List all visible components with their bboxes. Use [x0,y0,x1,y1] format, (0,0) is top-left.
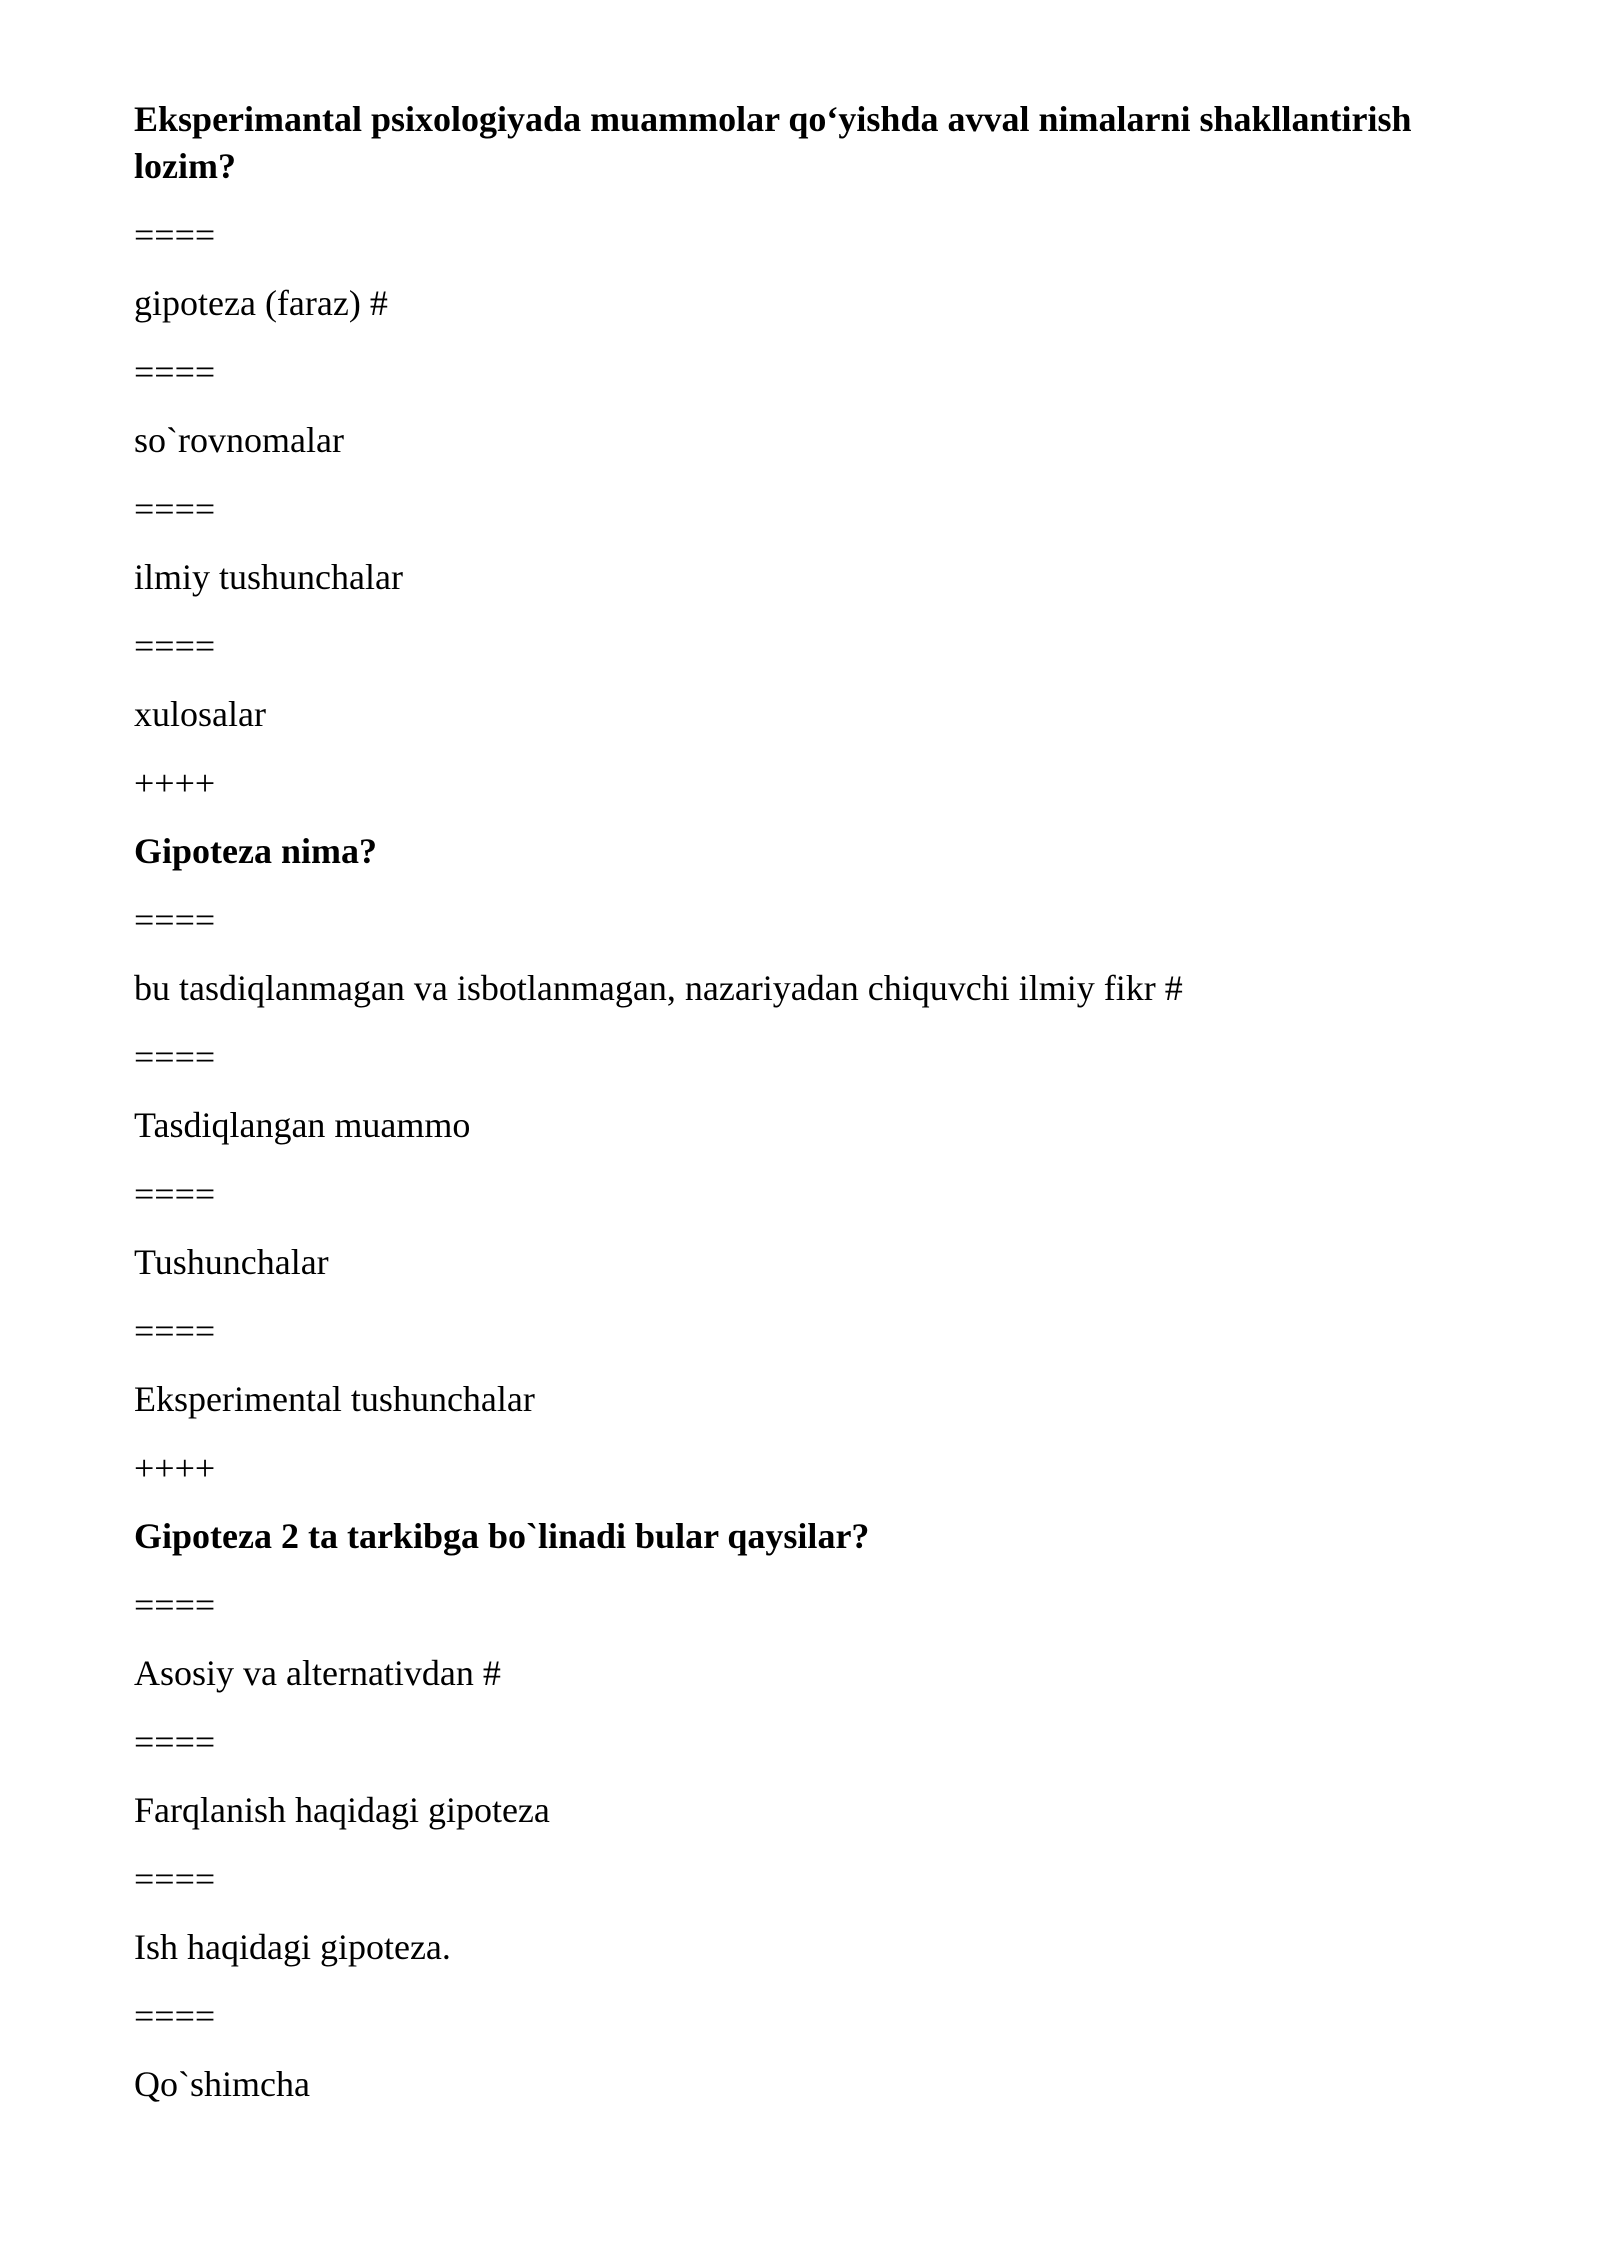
separator: ==== [134,899,216,940]
answer-2-d: Eksperimental tushunchalar [134,1379,535,1419]
separator: ==== [134,488,216,529]
separator: ==== [134,1721,216,1762]
question-1: Eksperimantal psixologiyada muammolar qo‘yishda avval nimalarni shakllantirish lozim? [134,99,1412,186]
answer-3-a: Asosiy va alternativdan # [134,1653,501,1693]
separator: ==== [134,1173,216,1214]
answer-1-c: ilmiy tushunchalar [134,557,403,597]
separator: ==== [134,1995,216,2036]
answer-1-d: xulosalar [134,694,266,734]
separator: ==== [134,1584,216,1625]
document-page [134,96,1494,2108]
question-2: Gipoteza nima? [134,831,377,871]
answer-2-b: Tasdiqlangan muammo [134,1105,471,1145]
separator: ==== [134,625,216,666]
answer-3-d: Qo`shimcha [134,2064,310,2104]
answer-1-b: so`rovnomalar [134,420,344,460]
separator: ==== [134,1036,216,1077]
answer-2-a: bu tasdiqlanmagan va isbotlanmagan, nazariyadan chiquvchi ilmiy fikr # [134,968,1183,1008]
answer-1-a: gipoteza (faraz) # [134,283,388,323]
question-end-marker: ++++ [134,762,216,803]
answer-2-c: Tushunchalar [134,1242,329,1282]
separator: ==== [134,351,216,392]
separator: ==== [134,214,216,255]
separator: ==== [134,1310,216,1351]
answer-3-b: Farqlanish haqidagi gipoteza [134,1790,550,1830]
question-end-marker: ++++ [134,1447,216,1488]
separator: ==== [134,1858,216,1899]
answer-3-c: Ish haqidagi gipoteza. [134,1927,451,1967]
question-3: Gipoteza 2 ta tarkibga bo`linadi bular qaysilar? [134,1516,870,1556]
